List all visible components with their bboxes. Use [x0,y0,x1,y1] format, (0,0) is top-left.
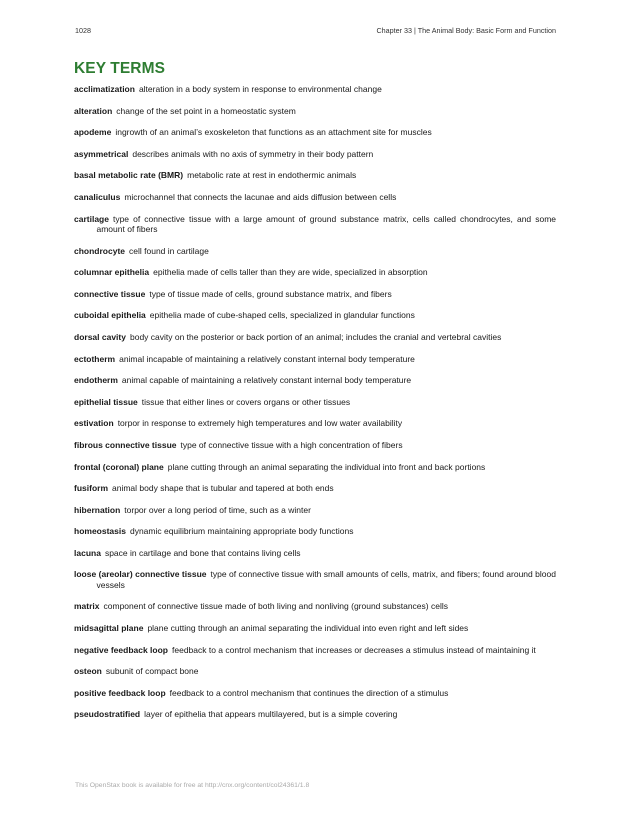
glossary-term: cuboidal epithelia [74,310,146,321]
glossary-definition: feedback to a control mechanism that increases or decreases a stimulus instead of maintaining it [172,644,536,655]
glossary-term: estivation [74,418,114,429]
glossary-term: columnar epithelia [74,267,150,278]
glossary-definition: animal body shape that is tubular and tapered at both ends [112,483,334,494]
glossary-definition: microchannel that connects the lacunae and aids diffusion between cells [124,191,397,202]
glossary-entry [74,106,556,116]
glossary-entry [74,418,556,428]
glossary-definition: type of tissue made of cells, ground substance matrix, and fibers [149,288,392,299]
glossary-definition: type of connective tissue with a large amount of ground substance matrix, cells called chondrocytes, and some amount of fibers [96,213,556,234]
glossary-term: endotherm [74,375,118,386]
glossary-definition: subunit of compact bone [105,666,199,677]
glossary-entry [74,645,556,655]
glossary-entry [74,483,556,493]
page-number: 1028 [75,26,91,35]
glossary-entry [74,601,556,611]
glossary-definition: plane cutting through an animal separating the individual into front and back portions [167,461,486,472]
glossary-entry [74,397,556,407]
glossary-term: positive feedback loop [74,687,166,698]
glossary-entry [74,170,556,180]
glossary-entry [74,289,556,299]
glossary-term: pseudostratified [74,709,141,720]
glossary-entry [74,688,556,698]
glossary-entry [74,192,556,202]
glossary-definition: feedback to a control mechanism that continues the direction of a stimulus [169,687,449,698]
glossary-term: dorsal cavity [74,331,126,342]
glossary-definition: epithelia made of cube-shaped cells, specialized in glandular functions [149,310,415,321]
glossary-entry [74,505,556,515]
glossary-entry [74,149,556,159]
glossary-term: apodeme [74,127,112,138]
glossary-term: matrix [74,601,100,612]
glossary-definition: cell found in cartilage [129,245,209,256]
glossary-term: negative feedback loop [74,644,168,655]
glossary-entry [74,569,556,590]
glossary-definition: plane cutting through an animal separating the individual into even right and left sides [147,623,469,634]
glossary-definition: space in cartilage and bone that contains living cells [104,547,301,558]
glossary-definition: alteration in a body system in response to environmental change [138,84,382,94]
glossary-definition: animal capable of maintaining a relatively constant internal body temperature [121,375,412,386]
glossary-term: asymmetrical [74,148,129,159]
glossary-term: chondrocyte [74,245,126,256]
glossary-entry [74,709,556,719]
glossary-entry [74,332,556,342]
glossary-entry [74,354,556,364]
glossary-entry [74,375,556,385]
glossary-term: cartilage [74,213,109,224]
glossary-term: osteon [74,666,102,677]
glossary-term: ectotherm [74,353,116,364]
glossary-definition: dynamic equilibrium maintaining appropriate body functions [129,526,354,537]
glossary-term: fusiform [74,483,108,494]
glossary-definition: torpor in response to extremely high temperatures and low water availability [117,418,403,429]
glossary-term: lacuna [74,547,101,558]
chapter-running-header: Chapter 33 | The Animal Body: Basic Form and Function [376,26,556,35]
glossary-entry [74,214,556,235]
glossary-term: alteration [74,105,113,116]
glossary-term: acclimatization [74,84,135,94]
glossary-term: connective tissue [74,288,146,299]
glossary-entry [74,84,556,94]
glossary-term: homeostasis [74,526,126,537]
glossary-term: basal metabolic rate (BMR) [74,170,184,181]
glossary-definition: epithelia made of cells taller than they are wide, specialized in absorption [153,267,428,278]
glossary-entry [74,462,556,472]
glossary-definition: component of connective tissue made of both living and nonliving (ground substances) cells [103,601,448,612]
footer-availability-note: This OpenStax book is available for free at http://cnx.org/content/col24361/1.8 [75,782,310,789]
glossary-entry [74,267,556,277]
glossary-term: canaliculus [74,191,121,202]
glossary-definition: body cavity on the posterior or back portion of an animal; includes the cranial and vertebral cavities [129,331,502,342]
glossary-definition: type of connective tissue with small amounts of cells, matrix, and fibers; found around blood vessels [96,569,556,590]
section-title: KEY TERMS [74,60,166,77]
glossary-term: epithelial tissue [74,396,138,407]
glossary-term: midsagittal plane [74,623,144,634]
key-terms-list [74,84,556,731]
glossary-definition: metabolic rate at rest in endothermic animals [187,170,357,181]
glossary-term: loose (areolar) connective tissue [74,569,207,580]
glossary-entry [74,440,556,450]
glossary-definition: torpor over a long period of time, such as a winter [124,504,311,515]
glossary-entry [74,666,556,676]
glossary-definition: tissue that either lines or covers organs or other tissues [141,396,351,407]
glossary-entry [74,310,556,320]
glossary-definition: animal incapable of maintaining a relatively constant internal body temperature [119,353,415,364]
glossary-definition: type of connective tissue with a high concentration of fibers [180,439,403,450]
glossary-term: hibernation [74,504,121,515]
glossary-entry [74,623,556,633]
glossary-definition: describes animals with no axis of symmetry in their body pattern [132,148,374,159]
glossary-definition: layer of epithelia that appears multilayered, but is a simple covering [144,709,398,720]
glossary-term: frontal (coronal) plane [74,461,164,472]
glossary-entry [74,127,556,137]
glossary-entry [74,548,556,558]
glossary-entry [74,526,556,536]
glossary-definition: ingrowth of an animal’s exoskeleton that functions as an attachment site for muscles [115,127,432,138]
glossary-definition: change of the set point in a homeostatic system [116,105,296,116]
glossary-term: fibrous connective tissue [74,439,177,450]
glossary-entry [74,246,556,256]
